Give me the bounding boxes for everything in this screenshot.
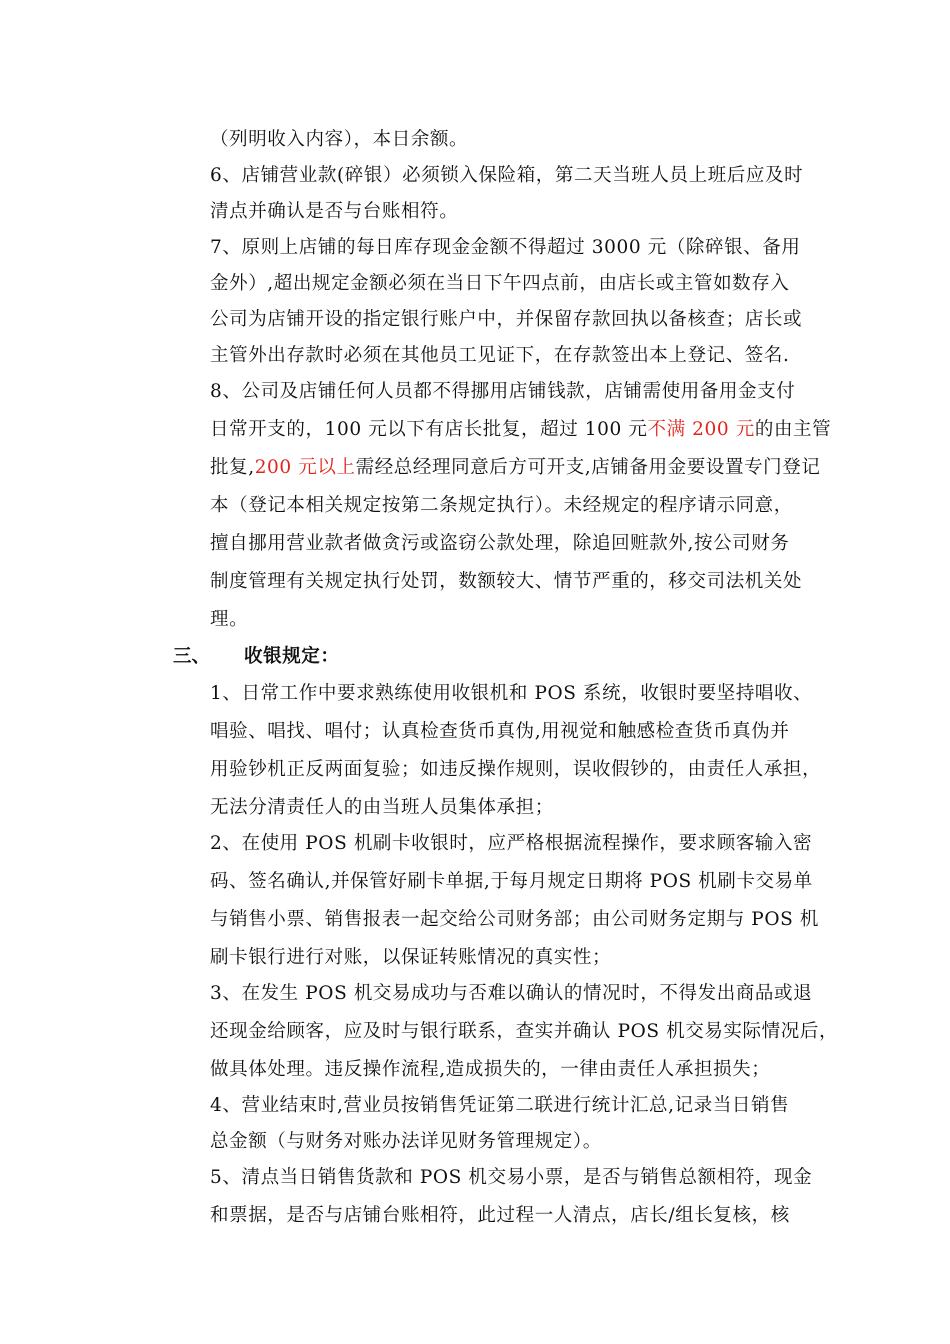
- text-line: 与销售小票、销售报表一起交给公司财务部；由公司财务定期与 POS 机: [210, 909, 819, 930]
- text-run: 日常开支的，100 元以下有店长批复，超过 100 元: [210, 419, 648, 440]
- text-line: 清点并确认是否与台账相符。: [210, 201, 459, 222]
- text-line: 还现金给顾客，应及时与银行联系，查实并确认 POS 机交易实际情况后，: [210, 1021, 839, 1042]
- text-line: 制度管理有关规定执行处罚，数额较大、情节严重的，移交司法机关处: [210, 571, 803, 592]
- text-line: 刷卡银行进行对账，以保证转账情况的真实性；: [210, 947, 612, 968]
- text-line: [210, 456, 820, 480]
- text-line: 本（登记本相关规定按第二条规定执行）。未经规定的程序请示同意，: [210, 495, 793, 516]
- text-line: 7、原则上店铺的每日库存现金金额不得超过 3000 元（除碎银、备用: [210, 237, 801, 258]
- text-line: 唱验、唱找、唱付；认真检查货币真伪,用视觉和触感检查货币真伪并: [210, 721, 790, 742]
- text-line: 和票据，是否与店铺台账相符，此过程一人清点，店长/组长复核，核: [210, 1205, 790, 1226]
- text-line: 用验钞机正反两面复验；如违反操作规则，误收假钞的，由责任人承担，: [210, 759, 822, 780]
- text-line: 公司为店铺开设的指定银行账户中，并保留存款回执以备核查；店长或: [210, 309, 803, 330]
- text-line: 做具体处理。违反操作流程,造成损失的，一律由责任人承担损失；: [210, 1059, 771, 1080]
- text-line: 2、在使用 POS 机刷卡收银时，应严格根据流程操作，要求顾客输入密: [210, 833, 813, 854]
- section-title: 收银规定：: [244, 646, 340, 667]
- text-line: 主管外出存款时必须在其他员工见证下，在存款签出本上登记、签名.: [210, 345, 790, 366]
- text-line: 4、营业结束时,营业员按销售凭证第二联进行统计汇总,记录当日销售: [210, 1095, 790, 1116]
- text-line: 8、公司及店铺任何人员都不得挪用店铺钱款，店铺需使用备用金支付: [210, 381, 796, 402]
- highlight-text: 不满 200 元: [647, 419, 755, 440]
- text-line: 总金额（与财务对账办法详见财务管理规定）。: [210, 1131, 602, 1152]
- section-number: 三、: [173, 646, 211, 667]
- text-line: 码、签名确认,并保管好刷卡单据,于每月规定日期将 POS 机刷卡交易单: [210, 871, 813, 892]
- text-line: 3、在发生 POS 机交易成功与否难以确认的情况时，不得发出商品或退: [210, 983, 813, 1004]
- text-run: 需经总经理同意后方可开支,店铺备用金要设置专门登记: [355, 457, 821, 478]
- text-run: 批复,: [210, 457, 255, 478]
- text-line: 擅自挪用营业款者做贪污或盗窃公款处理，除追回赃款外,按公司财务: [210, 533, 790, 554]
- text-line: 金外）,超出规定金额必须在当日下午四点前，由店长或主管如数存入: [210, 273, 790, 294]
- text-line: 1、日常工作中要求熟练使用收银机和 POS 系统，收银时要坚持唱收、: [210, 683, 813, 704]
- text-line: 理。: [210, 609, 249, 630]
- text-line: 无法分清责任人的由当班人员集体承担；: [210, 797, 554, 818]
- text-run: 的由主管: [754, 419, 832, 440]
- text-line: [210, 418, 831, 442]
- highlight-text: 200 元以上: [254, 457, 356, 478]
- text-line: 6、店铺营业款(碎银）必须锁入保险箱，第二天当班人员上班后应及时: [210, 165, 804, 186]
- text-line: 5、清点当日销售货款和 POS 机交易小票，是否与销售总额相符，现金: [210, 1167, 813, 1188]
- text-line: （列明收入内容），本日余额。: [210, 129, 469, 150]
